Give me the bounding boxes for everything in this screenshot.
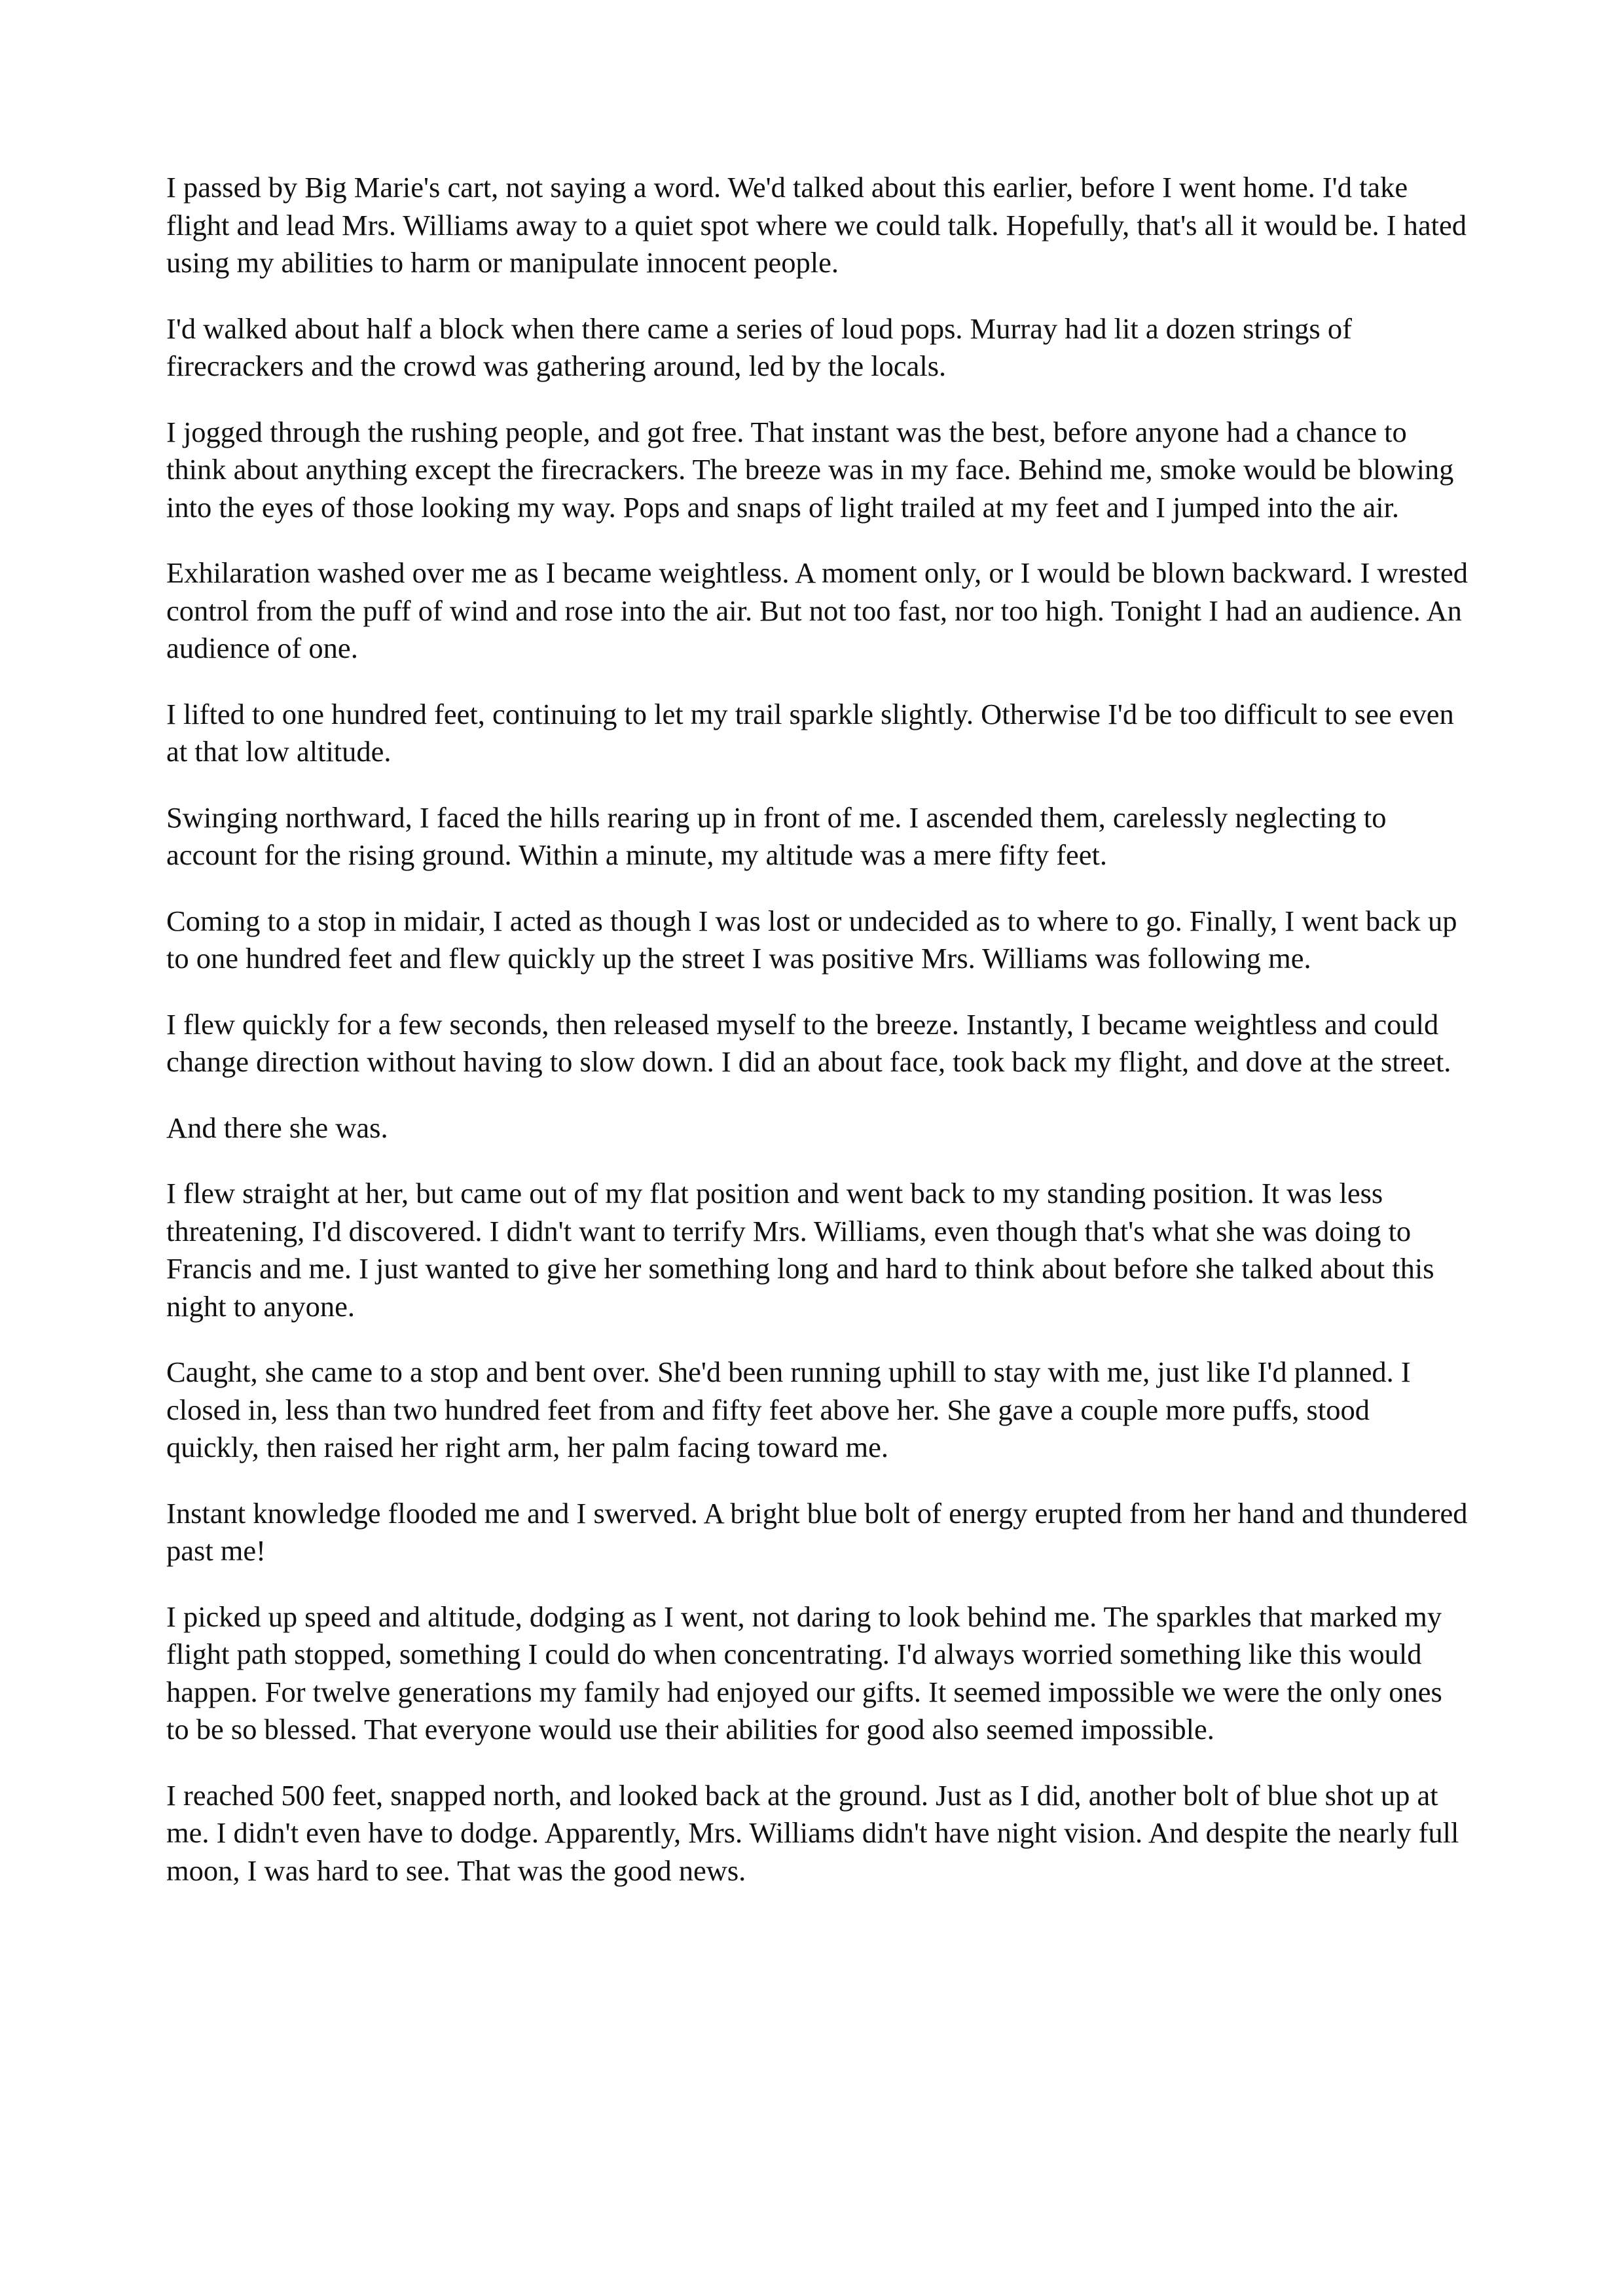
paragraph: Swinging northward, I faced the hills rearing up in front of me. I ascended them, carelessly neglecting to account for the rising ground. Within a minute, my altitude was a mere fifty feet.	[166, 800, 1387, 871]
paragraph: Instant knowledge flooded me and I swerved. A bright blue bolt of energy erupted from her hand and thundered past me!	[166, 1496, 1468, 1567]
paragraph: I flew quickly for a few seconds, then released myself to the breeze. Instantly, I became weightless and could change direction without having to slow down. I did an about face, took back my flight, and dove at the street.	[166, 1007, 1451, 1078]
paragraph: I jogged through the rushing people, and got free. That instant was the best, before anyone had a chance to think about anything except the firecrackers. The breeze was in my face. Behind me, smoke would be blowing into the eyes of those looking my way. Pops and snaps of light trailed at my feet and I jumped into the air.	[166, 415, 1454, 524]
paragraph: I passed by Big Marie's cart, not saying a word. We'd talked about this earlier, before I went home. I'd take flight and lead Mrs. Williams away to a quiet spot where we could talk. Hopefully, that's all it would be. I hated using my abilities to harm or manipulate innocent people.	[166, 171, 1467, 279]
paragraph: I lifted to one hundred feet, continuing to let my trail sparkle slightly. Otherwise I'd be too difficult to see even at that low altitude.	[166, 697, 1454, 768]
paragraph: And there she was.	[166, 1111, 388, 1144]
paragraph: I'd walked about half a block when there came a series of loud pops. Murray had lit a dozen strings of firecrackers and the crowd was gathering around, led by the locals.	[166, 312, 1352, 382]
document-body	[166, 169, 1469, 1918]
paragraph: I picked up speed and altitude, dodging as I went, not daring to look behind me. The sparkles that marked my flight path stopped, something I could do when concentrating. I'd always worried something like this would happen. For twelve generations my family had enjoyed our gifts. It seemed impossible we were the only ones to be so blessed. That everyone would use their abilities for good also seemed impossible.	[166, 1600, 1442, 1746]
paragraph: Coming to a stop in midair, I acted as though I was lost or undecided as to where to go. Finally, I went back up to one hundred feet and flew quickly up the street I was positive Mrs. Williams was following me.	[166, 904, 1457, 975]
paragraph: Exhilaration washed over me as I became weightless. A moment only, or I would be blown backward. I wrested control from the puff of wind and rose into the air. But not too fast, nor too high. Tonight I had an audience. An audience of one.	[166, 556, 1468, 664]
paragraph: I reached 500 feet, snapped north, and looked back at the ground. Just as I did, another bolt of blue shot up at me. I didn't even have to dodge. Apparently, Mrs. Williams didn't have night vision. And despite the nearly full moon, I was hard to see. That was the good news.	[166, 1778, 1459, 1887]
paragraph: Caught, she came to a stop and bent over. She'd been running uphill to stay with me, just like I'd planned. I closed in, less than two hundred feet from and fifty feet above her. She gave a couple more puffs, stood quickly, then raised her right arm, her palm facing toward me.	[166, 1355, 1411, 1463]
paragraph: I flew straight at her, but came out of my flat position and went back to my standing position. It was less threatening, I'd discovered. I didn't want to terrify Mrs. Williams, even though that's what she was doing to Francis and me. I just wanted to give her something long and hard to think about before she talked about this night to anyone.	[166, 1177, 1434, 1323]
